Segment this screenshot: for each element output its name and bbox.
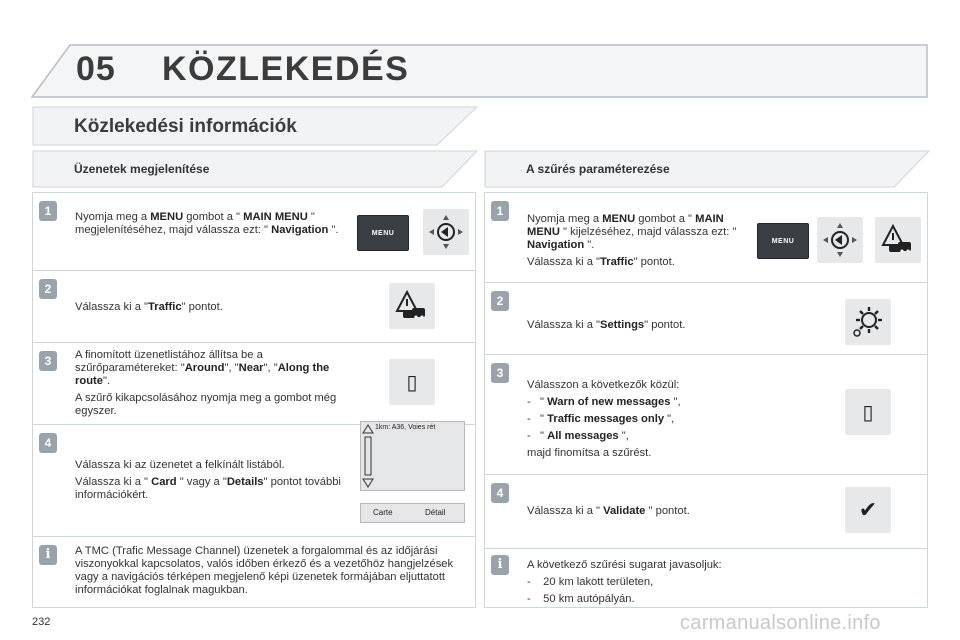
step-badge: 4 — [39, 433, 57, 453]
check-icon[interactable]: ✔ — [845, 487, 891, 533]
info-icon: i — [491, 555, 509, 575]
screen-message: 1km: A36, Voies rét — [375, 424, 436, 431]
step-text: A finomított üzenetlistához állítsa be a szűrőparamétereket: "Around", "Near", "Along the route". A szűrő kikapcsolásához nyomja meg a gombot még egyszer. — [75, 349, 337, 417]
traffic-icon[interactable] — [389, 283, 435, 329]
left-step-1 — [33, 193, 475, 271]
step-text: Válassza ki a "Settings" pontot. — [527, 319, 686, 331]
step-badge: 1 — [491, 201, 509, 221]
step-text: Válassza ki az üzenetet a felkínált listából. Válassza ki a " Card " vagy a "Details" pontot további információkért. — [75, 459, 341, 501]
step-badge: 3 — [39, 351, 57, 371]
step-text: Nyomja meg a MENU gombot a " MAIN MENU " kijelzéséhez, majd válassza ezt: " Navigation ". Válassza ki a "Traffic" pontot. — [527, 213, 737, 268]
info-text: A következő szűrési sugarat javasoljuk: - 20 km lakott területen, - 50 km autópályán. — [527, 559, 722, 605]
left-step-4 — [33, 425, 475, 537]
left-step-3 — [33, 343, 475, 425]
placeholder-glyph[interactable]: ▯ — [845, 389, 891, 435]
info-text: A TMC (Trafic Message Channel) üzenetek a forgalommal és az időjárási viszonyokkal kapcsolatos, valós időben érkező és a vezetőhöz hangjelzések vagy a navigációs térképen megjelenő képi üzenetek formájában eljuttatott információkat foglalnak magukban. — [75, 545, 454, 596]
joystick-icon[interactable] — [423, 209, 469, 255]
gear-icon[interactable] — [845, 299, 891, 345]
right-heading-label: A szűrés paraméterezése — [526, 162, 670, 176]
step-text: Nyomja meg a MENU gombot a " MAIN MENU " megjelenítéséhez, majd válassza ezt: " Navigation ". — [75, 211, 339, 236]
step-badge: 3 — [491, 363, 509, 383]
right-heading — [484, 150, 930, 188]
step-badge: 2 — [491, 291, 509, 311]
right-step-2 — [485, 283, 927, 355]
menu-button[interactable]: MENU — [757, 223, 809, 259]
right-step-1 — [485, 193, 927, 283]
left-heading-label: Üzenetek megjelenítése — [74, 162, 210, 176]
chapter-title: KÖZLEKEDÉS — [162, 50, 410, 88]
chapter-number: 05 — [76, 50, 116, 88]
step-text: Válassza ki a "Traffic" pontot. — [75, 301, 223, 313]
step-badge: 1 — [39, 201, 57, 221]
section-header — [32, 106, 478, 146]
traffic-screen — [360, 421, 465, 491]
card-button[interactable]: Carte — [373, 508, 393, 517]
right-step-4 — [485, 475, 927, 549]
placeholder-glyph[interactable]: ▯ — [389, 359, 435, 405]
card-detail-bar — [360, 503, 465, 523]
chapter-header — [30, 44, 928, 98]
left-steps-panel — [32, 192, 476, 608]
watermark: carmanualsonline.info — [680, 612, 881, 634]
screen-scroll-icon — [362, 423, 374, 491]
right-info — [485, 549, 927, 609]
traffic-icon[interactable] — [875, 217, 921, 263]
page-number: 232 — [32, 616, 51, 628]
right-step-3 — [485, 355, 927, 475]
right-steps-panel — [484, 192, 928, 608]
menu-button[interactable]: MENU — [357, 215, 409, 251]
step-text: Válasszon a következők közül: - " Warn of new messages ", - " Traffic messages only ", - " All messages ", majd finomítsa a szűrést. — [527, 379, 681, 459]
left-step-2 — [33, 271, 475, 343]
info-icon: i — [39, 545, 57, 565]
left-info — [33, 537, 475, 609]
left-heading — [32, 150, 478, 188]
step-badge: 2 — [39, 279, 57, 299]
section-title: Közlekedési információk — [74, 116, 297, 137]
step-badge: 4 — [491, 483, 509, 503]
step-text: Válassza ki a " Validate " pontot. — [527, 505, 690, 517]
joystick-icon[interactable] — [817, 217, 863, 263]
detail-button[interactable]: Détail — [425, 508, 446, 517]
